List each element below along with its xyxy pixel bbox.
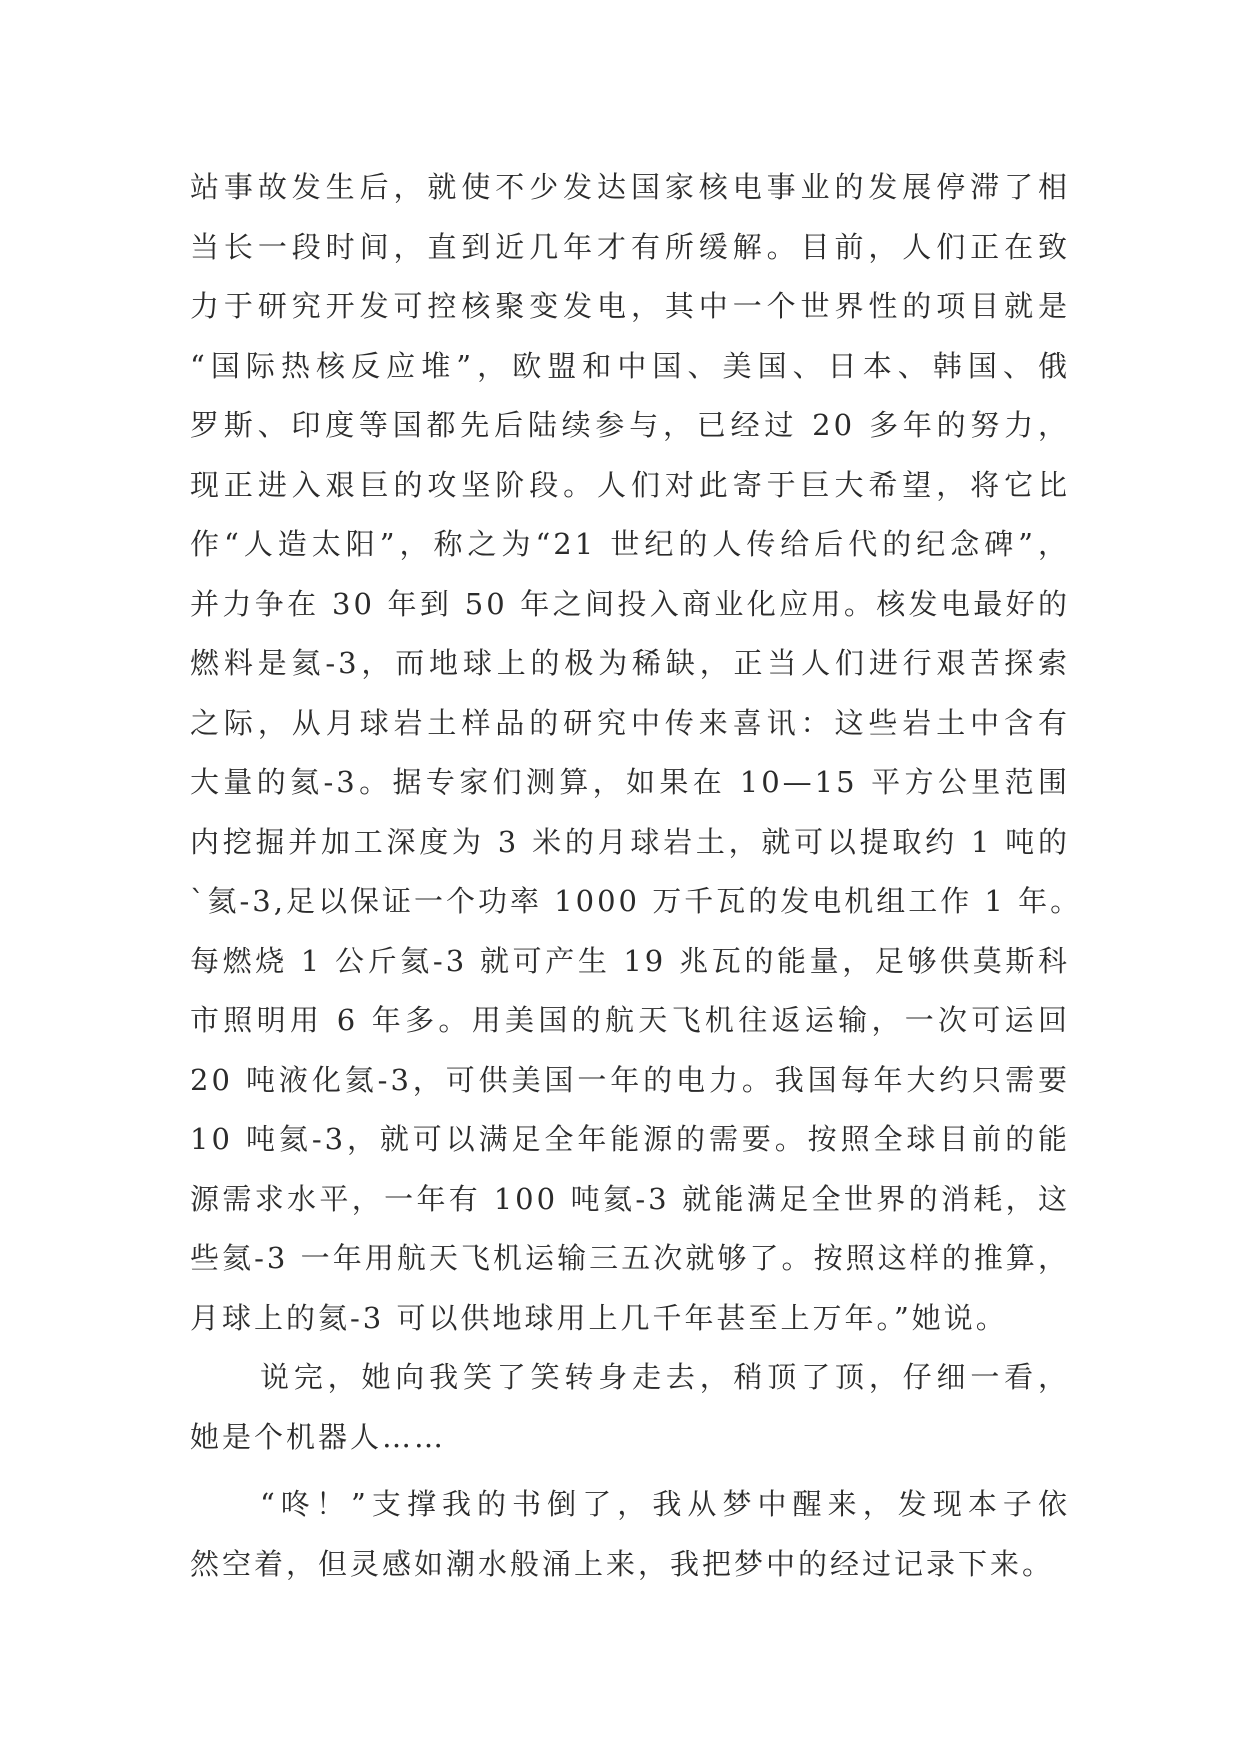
text-line: “咚！”支撑我的书倒了，我从梦中醒来，发现本子依: [260, 1487, 1070, 1521]
text-line: 10 吨氦-3，就可以满足全年能源的需要。按照全球目前的能: [190, 1122, 1070, 1156]
text-line: 说完，她向我笑了笑转身走去，稍顶了顶，仔细一看，: [260, 1360, 1070, 1394]
text-line: 罗斯、印度等国都先后陆续参与，已经过 20 多年的努力，: [190, 408, 1070, 442]
text-line: 20 吨液化氦-3，可供美国一年的电力。我国每年大约只需要: [190, 1062, 1070, 1097]
text-line: 燃料是氦-3，而地球上的极为稀缺，正当人们进行艰苦探索: [190, 646, 1070, 680]
text-line: 然空着，但灵感如潮水般涌上来，我把梦中的经过记录下来。: [190, 1546, 1055, 1581]
text-line: 站事故发生后，就使不少发达国家核电事业的发展停滞了相: [190, 170, 1070, 204]
text-line: 内挖掘并加工深度为 3 米的月球岩土，就可以提取约 1 吨的: [190, 824, 1070, 859]
text-line: 当长一段时间，直到近几年才有所缓解。目前，人们正在致: [190, 229, 1070, 264]
text-line: 月球上的氦-3 可以供地球用上几千年甚至上万年。”她说。: [190, 1300, 1008, 1335]
text-line: 并力争在 30 年到 50 年之间投入商业化应用。核发电最好的: [190, 586, 1070, 621]
text-line: 她是个机器人……: [190, 1419, 447, 1454]
document-body: [190, 158, 1083, 1594]
paragraph: [190, 1475, 1070, 1594]
paragraph: [190, 1348, 1070, 1467]
text-line: 源需求水平，一年有 100 吨氦-3 就能满足全世界的消耗，这: [190, 1181, 1070, 1216]
text-line: 大量的氦-3。据专家们测算，如果在 10—15 平方公里范围: [190, 765, 1070, 799]
text-line: 作“人造太阳”，称之为“21 世纪的人传给后代的纪念碑”，: [190, 527, 1070, 561]
paragraph: [190, 158, 1083, 1348]
text-line: 市照明用 6 年多。用美国的航天飞机往返运输，一次可运回: [190, 1003, 1070, 1037]
text-line: 之际，从月球岩土样品的研究中传来喜讯：这些岩土中含有: [190, 705, 1070, 740]
text-line: `氦-3,足以保证一个功率 1000 万千瓦的发电机组工作 1 年。: [190, 884, 1083, 918]
text-line: 每燃烧 1 公斤氦-3 就可产生 19 兆瓦的能量，足够供莫斯科: [190, 943, 1070, 978]
text-line: 些氦-3 一年用航天飞机运输三五次就够了。按照这样的推算，: [190, 1241, 1070, 1275]
text-line: 现正进入艰巨的攻坚阶段。人们对此寄于巨大希望，将它比: [190, 467, 1070, 502]
paragraph-gap: [190, 1467, 1070, 1475]
text-line: “国际热核反应堆”，欧盟和中国、美国、日本、韩国、俄: [190, 348, 1070, 383]
text-line: 力于研究开发可控核聚变发电，其中一个世界性的项目就是: [190, 289, 1070, 323]
